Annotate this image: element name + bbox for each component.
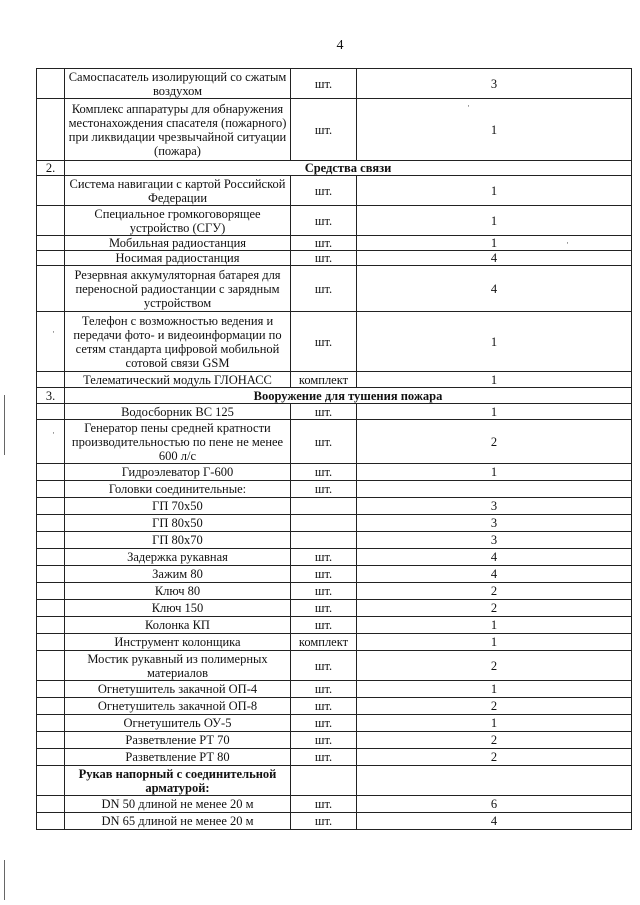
item-unit: шт. <box>291 420 357 464</box>
table-row <box>37 481 632 498</box>
item-number <box>37 99 65 161</box>
item-unit: шт. <box>291 681 357 698</box>
item-quantity: 1 <box>357 312 632 372</box>
section-number: 2. <box>37 161 65 176</box>
item-quantity: 3 <box>357 515 632 532</box>
table-row <box>37 583 632 600</box>
item-unit <box>291 515 357 532</box>
item-number <box>37 681 65 698</box>
item-number <box>37 176 65 206</box>
item-number <box>37 583 65 600</box>
item-number <box>37 715 65 732</box>
table-row <box>37 266 632 312</box>
table-row <box>37 251 632 266</box>
section-title: Средства связи <box>65 161 632 176</box>
item-name: Разветвление РТ 70 <box>65 732 291 749</box>
item-quantity: 1 <box>357 464 632 481</box>
item-name: Резервная аккумуляторная батарея для переносной радиостанции с зарядным устройством <box>65 266 291 312</box>
item-unit: шт. <box>291 566 357 583</box>
item-unit: комплект <box>291 634 357 651</box>
item-unit: шт. <box>291 715 357 732</box>
item-number <box>37 266 65 312</box>
table-row <box>37 532 632 549</box>
item-number <box>37 251 65 266</box>
item-quantity: 1 <box>357 236 632 251</box>
table-row <box>37 404 632 420</box>
table-row <box>37 99 632 161</box>
item-name: Ключ 80 <box>65 583 291 600</box>
item-number <box>37 549 65 566</box>
item-name: Огнетушитель закачной ОП-4 <box>65 681 291 698</box>
item-name: Носимая радиостанция <box>65 251 291 266</box>
item-quantity: 1 <box>357 404 632 420</box>
scan-speck: · <box>52 428 55 438</box>
item-quantity: 2 <box>357 732 632 749</box>
item-number <box>37 69 65 99</box>
item-number <box>37 404 65 420</box>
item-quantity: 4 <box>357 566 632 583</box>
item-number <box>37 566 65 583</box>
item-unit <box>291 532 357 549</box>
item-quantity: 2 <box>357 600 632 617</box>
item-name: Колонка КП <box>65 617 291 634</box>
item-unit: шт. <box>291 69 357 99</box>
item-name: Рукав напорный с соединительной арматурой: <box>65 766 291 796</box>
item-unit: шт. <box>291 206 357 236</box>
scan-speck: · <box>566 238 569 248</box>
item-unit: шт. <box>291 600 357 617</box>
item-name: Гидроэлеватор Г-600 <box>65 464 291 481</box>
item-quantity: 3 <box>357 498 632 515</box>
item-quantity: 6 <box>357 796 632 813</box>
table-row <box>37 236 632 251</box>
item-quantity <box>357 481 632 498</box>
item-unit: шт. <box>291 176 357 206</box>
table-row <box>37 766 632 796</box>
item-number <box>37 236 65 251</box>
table-row <box>37 715 632 732</box>
table-row <box>37 617 632 634</box>
item-unit: шт. <box>291 404 357 420</box>
item-number <box>37 651 65 681</box>
item-unit <box>291 498 357 515</box>
item-name: Водосборник ВС 125 <box>65 404 291 420</box>
item-quantity: 2 <box>357 420 632 464</box>
table-row <box>37 549 632 566</box>
item-name: Комплекс аппаратуры для обнаружения местонахождения спасателя (пожарного) при ликвидации чрезвычайной ситуации (пожара) <box>65 99 291 161</box>
item-name: DN 50 длиной не менее 20 м <box>65 796 291 813</box>
item-quantity <box>357 766 632 796</box>
item-name: Мобильная радиостанция <box>65 236 291 251</box>
item-number <box>37 498 65 515</box>
item-name: Головки соединительные: <box>65 481 291 498</box>
table-row <box>37 698 632 715</box>
item-number <box>37 634 65 651</box>
item-name: Специальное громкоговорящее устройство (СГУ) <box>65 206 291 236</box>
table-row <box>37 681 632 698</box>
item-unit: шт. <box>291 312 357 372</box>
item-quantity: 1 <box>357 176 632 206</box>
item-quantity: 3 <box>357 532 632 549</box>
item-name: Разветвление РТ 80 <box>65 749 291 766</box>
table-row <box>37 749 632 766</box>
item-number <box>37 464 65 481</box>
item-unit: шт. <box>291 481 357 498</box>
table-row <box>37 176 632 206</box>
item-quantity: 1 <box>357 617 632 634</box>
item-unit: шт. <box>291 583 357 600</box>
item-number <box>37 698 65 715</box>
item-name: Ключ 150 <box>65 600 291 617</box>
table-row <box>37 732 632 749</box>
table-row <box>37 796 632 813</box>
item-name: Инструмент колонщика <box>65 634 291 651</box>
item-quantity: 1 <box>357 634 632 651</box>
item-name: DN 65 длиной не менее 20 м <box>65 813 291 830</box>
item-number <box>37 372 65 388</box>
item-unit: шт. <box>291 796 357 813</box>
item-quantity: 4 <box>357 266 632 312</box>
item-number <box>37 481 65 498</box>
item-unit: шт. <box>291 749 357 766</box>
item-name: Мостик рукавный из полимерных материалов <box>65 651 291 681</box>
scan-speck: · <box>52 327 55 337</box>
table-row <box>37 515 632 532</box>
item-quantity: 4 <box>357 549 632 566</box>
item-number <box>37 600 65 617</box>
item-number <box>37 766 65 796</box>
item-number <box>37 312 65 372</box>
item-quantity: 2 <box>357 749 632 766</box>
item-unit: шт. <box>291 464 357 481</box>
item-quantity: 2 <box>357 583 632 600</box>
item-number <box>37 796 65 813</box>
table-row <box>37 634 632 651</box>
item-number <box>37 749 65 766</box>
table-row <box>37 498 632 515</box>
section-title: Вооружение для тушения пожара <box>65 388 632 404</box>
table-row <box>37 651 632 681</box>
item-unit: шт. <box>291 266 357 312</box>
item-name: Телефон с возможностью ведения и передачи фото- и видеоинформации по сетям стандарта цифровой мобильной сотовой связи GSM <box>65 312 291 372</box>
item-unit: шт. <box>291 651 357 681</box>
table-row <box>37 69 632 99</box>
table-row <box>37 566 632 583</box>
equipment-table-body <box>37 69 632 830</box>
table-row <box>37 420 632 464</box>
scan-speck: · <box>467 101 470 111</box>
item-quantity: 1 <box>357 372 632 388</box>
item-name: Задержка рукавная <box>65 549 291 566</box>
item-number <box>37 532 65 549</box>
item-unit: шт. <box>291 732 357 749</box>
item-unit: шт. <box>291 251 357 266</box>
item-name: Самоспасатель изолирующий со сжатым воздухом <box>65 69 291 99</box>
section-row <box>37 388 632 404</box>
item-unit: шт. <box>291 617 357 634</box>
item-unit: шт. <box>291 549 357 566</box>
item-quantity: 2 <box>357 698 632 715</box>
scan-edge-line <box>4 395 5 455</box>
page-number: 4 <box>336 38 344 53</box>
table-row <box>37 372 632 388</box>
table-row <box>37 206 632 236</box>
item-unit: шт. <box>291 813 357 830</box>
item-unit: шт. <box>291 99 357 161</box>
item-name: Телематический модуль ГЛОНАСС <box>65 372 291 388</box>
table-row <box>37 600 632 617</box>
item-quantity: 4 <box>357 813 632 830</box>
item-number <box>37 813 65 830</box>
item-number <box>37 617 65 634</box>
item-quantity: 1 <box>357 681 632 698</box>
item-number <box>37 206 65 236</box>
table-row <box>37 464 632 481</box>
item-name: Зажим 80 <box>65 566 291 583</box>
section-row <box>37 161 632 176</box>
item-quantity: 3 <box>357 69 632 99</box>
item-name: Система навигации с картой Российской Федерации <box>65 176 291 206</box>
item-quantity: 4 <box>357 251 632 266</box>
item-quantity: 2 <box>357 651 632 681</box>
scan-edge-line <box>4 860 5 900</box>
section-number: 3. <box>37 388 65 404</box>
table-row <box>37 813 632 830</box>
item-quantity: 1 <box>357 206 632 236</box>
item-unit: шт. <box>291 698 357 715</box>
item-number <box>37 732 65 749</box>
item-quantity: 1 <box>357 715 632 732</box>
item-name: Огнетушитель ОУ-5 <box>65 715 291 732</box>
table-row <box>37 312 632 372</box>
item-unit: комплект <box>291 372 357 388</box>
item-name: Генератор пены средней кратности производительностью по пене не менее 600 л/с <box>65 420 291 464</box>
item-quantity: 1 <box>357 99 632 161</box>
item-number <box>37 420 65 464</box>
item-name: ГП 80х50 <box>65 515 291 532</box>
equipment-table <box>36 68 632 830</box>
item-name: ГП 70х50 <box>65 498 291 515</box>
item-unit: шт. <box>291 236 357 251</box>
item-name: ГП 80х70 <box>65 532 291 549</box>
item-name: Огнетушитель закачной ОП-8 <box>65 698 291 715</box>
item-unit <box>291 766 357 796</box>
item-number <box>37 515 65 532</box>
